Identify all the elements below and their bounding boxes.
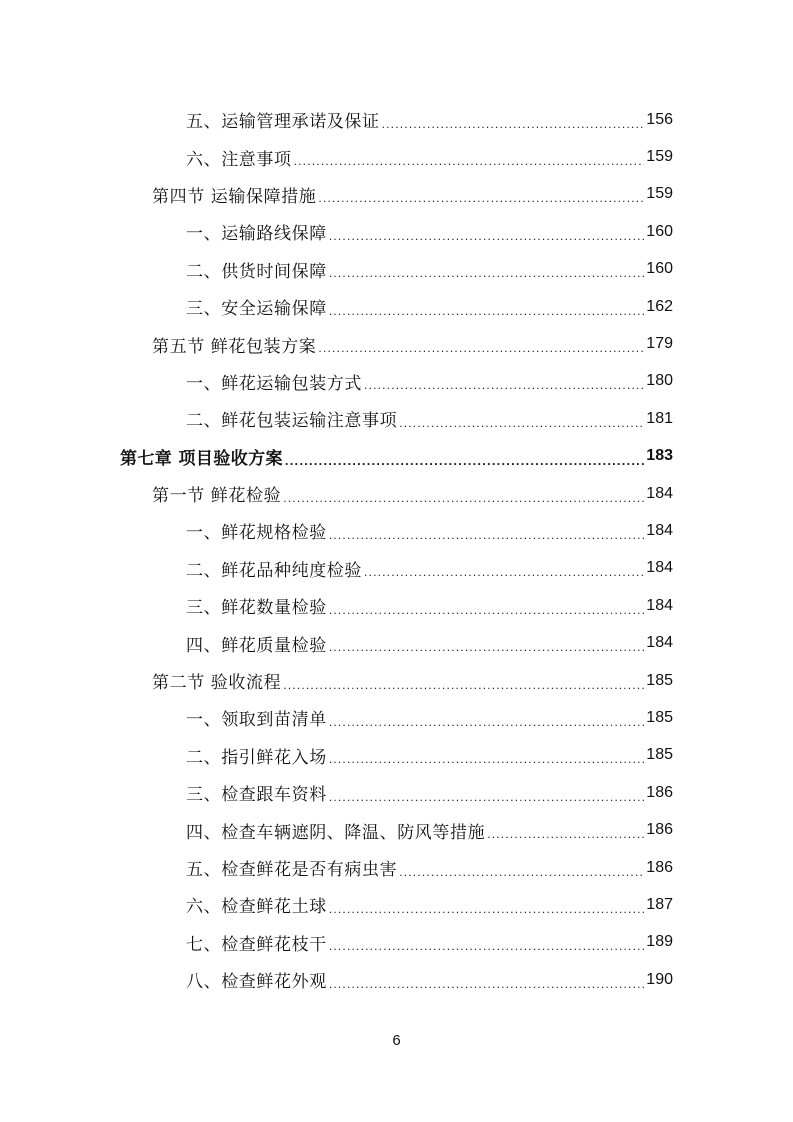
toc-entry-title: 三、安全运输保障 [186, 299, 327, 320]
toc-entry-title: 六、检查鲜花土球 [186, 897, 327, 918]
toc-entry-page: 186 [646, 858, 673, 876]
toc-entry-title: 三、检查跟车资料 [186, 785, 327, 806]
toc-entry-page: 184 [646, 559, 673, 577]
toc-entry-title: 第七章 项目验收方案 [120, 448, 283, 469]
toc-entry[interactable] [0, 438, 793, 475]
toc-entry[interactable] [0, 699, 793, 736]
toc-entry-page: 184 [646, 484, 673, 502]
dot-leader [487, 827, 644, 841]
toc-entry-page: 156 [646, 110, 673, 128]
toc-entry-title: 第二节 验收流程 [152, 673, 282, 694]
toc-entry-title: 二、鲜花包装运输注意事项 [186, 411, 398, 432]
toc-entry[interactable] [0, 475, 793, 512]
toc-entry-page: 186 [646, 783, 673, 801]
dot-leader [283, 678, 644, 692]
dot-leader [294, 154, 645, 168]
toc-entry-page: 183 [646, 447, 673, 465]
toc-entry-page: 184 [646, 521, 673, 539]
toc-entry-title: 一、领取到苗清单 [186, 710, 327, 731]
dot-leader [329, 229, 644, 243]
toc-entry[interactable] [0, 811, 793, 848]
toc-entry-title: 二、供货时间保障 [186, 261, 327, 282]
toc-entry-page: 180 [646, 372, 673, 390]
toc-entry-page: 181 [646, 409, 673, 427]
dot-leader [329, 266, 644, 280]
toc-entry-page: 159 [646, 185, 673, 203]
dot-leader [329, 528, 644, 542]
toc-entry-page: 184 [646, 634, 673, 652]
toc-entry-title: 二、鲜花品种纯度检验 [186, 560, 362, 581]
dot-leader [399, 865, 644, 879]
toc-entry-page: 162 [646, 297, 673, 315]
toc-entry[interactable] [0, 176, 793, 213]
toc-entry[interactable] [0, 288, 793, 325]
toc-entry-page: 187 [646, 895, 673, 913]
toc-entry[interactable] [0, 961, 793, 998]
dot-leader [364, 378, 644, 392]
dot-leader [329, 603, 644, 617]
toc-entry-page: 189 [646, 933, 673, 951]
toc-entry[interactable] [0, 138, 793, 175]
dot-leader [318, 341, 644, 355]
toc-entry[interactable] [0, 251, 793, 288]
dot-leader [382, 117, 645, 131]
dot-leader [329, 752, 644, 766]
toc-entry-title: 七、检查鲜花枝干 [186, 934, 327, 955]
toc-entry-page: 185 [646, 708, 673, 726]
toc-entry-title: 五、检查鲜花是否有病虫害 [186, 860, 398, 880]
dot-leader [329, 715, 644, 729]
toc-entry-title: 一、鲜花规格检验 [186, 523, 327, 544]
toc-entry-title: 八、检查鲜花外观 [186, 972, 327, 993]
toc-entry[interactable] [0, 512, 793, 549]
toc-entry[interactable] [0, 886, 793, 923]
dot-leader [329, 939, 644, 953]
toc-entry[interactable] [0, 774, 793, 811]
toc-entry[interactable] [0, 849, 793, 886]
toc-entry-page: 159 [646, 148, 673, 166]
dot-leader [285, 453, 644, 468]
toc-entry-title: 四、鲜花质量检验 [186, 635, 327, 656]
toc-entry[interactable] [0, 587, 793, 624]
toc-entry[interactable] [0, 737, 793, 774]
toc-entry-page: 190 [646, 970, 673, 988]
toc-entry-title: 六、注意事项 [186, 149, 292, 170]
toc-entry-title: 三、鲜花数量检验 [186, 598, 327, 619]
toc-entry-page: 185 [646, 671, 673, 689]
toc-entry-title: 第五节 鲜花包装方案 [152, 336, 317, 357]
toc-entry-page: 160 [646, 222, 673, 240]
toc-entry-page: 184 [646, 596, 673, 614]
toc-entry[interactable] [0, 924, 793, 961]
toc-entry-page: 179 [646, 335, 673, 353]
toc-entry-page: 185 [646, 746, 673, 764]
dot-leader [329, 977, 644, 991]
dot-leader [318, 191, 644, 205]
dot-leader [283, 491, 644, 505]
toc-entry-title: 四、检查车辆遮阴、降温、防风等措施 [186, 822, 486, 843]
dot-leader [329, 902, 644, 916]
toc-entry-title: 第四节 运输保障措施 [152, 186, 317, 207]
dot-leader [329, 640, 644, 654]
toc-entry-title: 第一节 鲜花检验 [152, 486, 282, 507]
dot-leader [329, 790, 644, 804]
dot-leader [329, 304, 644, 318]
toc-entry[interactable] [0, 363, 793, 400]
toc-entry[interactable] [0, 213, 793, 250]
toc-entry-title: 一、运输路线保障 [186, 224, 327, 245]
toc-entry[interactable] [0, 400, 793, 437]
dot-leader [364, 565, 644, 579]
toc-entry[interactable] [0, 662, 793, 699]
toc-entry[interactable] [0, 550, 793, 587]
toc-entry-page: 160 [646, 260, 673, 278]
toc-entry-title: 二、指引鲜花入场 [186, 747, 327, 768]
toc-entry[interactable] [0, 624, 793, 661]
dot-leader [399, 416, 644, 430]
toc-entry[interactable] [0, 325, 793, 362]
page-number: 6 [392, 1032, 401, 1049]
table-of-contents [0, 101, 793, 998]
toc-entry[interactable] [0, 101, 793, 138]
toc-entry-title: 一、鲜花运输包装方式 [186, 373, 362, 394]
toc-entry-title: 五、运输管理承诺及保证 [186, 112, 380, 133]
toc-entry-page: 186 [646, 821, 673, 839]
